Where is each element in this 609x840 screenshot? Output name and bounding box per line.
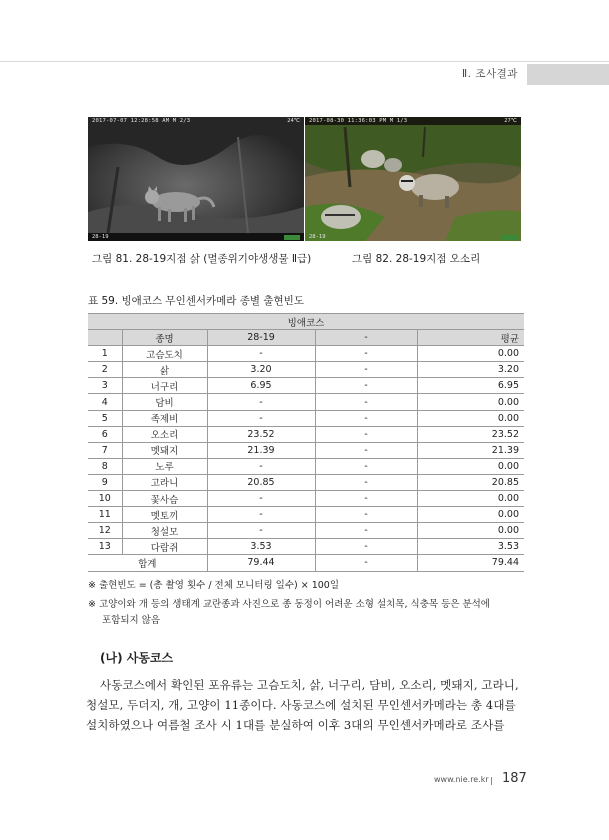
value-average: 0.00 bbox=[417, 346, 524, 362]
row-number: 12 bbox=[88, 523, 122, 539]
row-number: 4 bbox=[88, 394, 122, 410]
photo-site-id: 28-19 bbox=[309, 234, 326, 240]
value-site-2: - bbox=[315, 410, 417, 426]
section-label: Ⅱ. 조사결과 bbox=[462, 68, 518, 80]
total-site-2: - bbox=[315, 555, 417, 571]
species-name: 담비 bbox=[122, 394, 207, 410]
value-average: 20.85 bbox=[417, 474, 524, 490]
value-average: 0.00 bbox=[417, 394, 524, 410]
table-total-row bbox=[88, 555, 524, 571]
species-name: 고라니 bbox=[122, 474, 207, 490]
value-site-28-19: - bbox=[207, 410, 315, 426]
table-row bbox=[88, 458, 524, 474]
row-number: 1 bbox=[88, 346, 122, 362]
note-exclusions: ※ 고양이와 개 등의 생태계 교란종과 사진으로 종 동정이 어려운 소형 설치목, 식충목 등은 분석에 bbox=[88, 599, 490, 610]
value-site-28-19: 3.20 bbox=[207, 362, 315, 378]
total-site-28-19: 79.44 bbox=[207, 555, 315, 571]
value-site-28-19: 20.85 bbox=[207, 474, 315, 490]
value-site-2: - bbox=[315, 362, 417, 378]
value-site-2: - bbox=[315, 394, 417, 410]
species-name: 멧돼지 bbox=[122, 442, 207, 458]
value-site-28-19: 21.39 bbox=[207, 442, 315, 458]
species-name: 멧토끼 bbox=[122, 507, 207, 523]
note-frequency-formula: ※ 출현빈도 = (총 촬영 횟수 / 전체 모니터링 일수) × 100일 bbox=[88, 580, 340, 591]
table-row bbox=[88, 474, 524, 490]
value-site-28-19: 23.52 bbox=[207, 426, 315, 442]
column-header-species: 종명 bbox=[122, 330, 207, 346]
table-row bbox=[88, 442, 524, 458]
value-average: 0.00 bbox=[417, 410, 524, 426]
value-average: 0.00 bbox=[417, 458, 524, 474]
value-average: 3.20 bbox=[417, 362, 524, 378]
row-number: 13 bbox=[88, 539, 122, 555]
value-average: 6.95 bbox=[417, 378, 524, 394]
column-header-site-28-19: 28-19 bbox=[207, 330, 315, 346]
species-name: 족제비 bbox=[122, 410, 207, 426]
body-paragraph-line: 설치하였으나 여름철 조사 시 1대를 분실하여 이후 3대의 무인센서카메라로 조사를 bbox=[86, 718, 505, 732]
species-name: 삵 bbox=[122, 362, 207, 378]
section-heading: (나) 사동코스 bbox=[100, 651, 174, 665]
body-paragraph-line: 청설모, 두더지, 개, 고양이 11종이다. 사동코스에 설치된 무인센서카메라는 총 4대를 bbox=[86, 698, 516, 712]
table-body bbox=[88, 346, 524, 571]
photo-site-id: 28-19 bbox=[92, 234, 109, 240]
table-header-row bbox=[88, 314, 524, 330]
species-name: 오소리 bbox=[122, 426, 207, 442]
figure-81-caption: 그림 81. 28-19지점 삵 (멸종위기야생생물 Ⅱ급) bbox=[92, 253, 312, 265]
column-header-site-2: - bbox=[315, 330, 417, 346]
row-number: 9 bbox=[88, 474, 122, 490]
value-site-2: - bbox=[315, 426, 417, 442]
body-paragraph-line: 사동코스에서 확인된 포유류는 고슴도치, 삵, 너구리, 담비, 오소리, 멧돼지, 고라니, bbox=[100, 678, 519, 692]
photo-timestamp: 2017-08-30 11:36:03 PM M 1/3 bbox=[309, 118, 408, 124]
value-site-28-19: - bbox=[207, 346, 315, 362]
species-name: 노루 bbox=[122, 458, 207, 474]
value-average: 0.00 bbox=[417, 507, 524, 523]
group-header: 빙애코스 bbox=[88, 314, 524, 330]
table-row bbox=[88, 426, 524, 442]
footer-separator bbox=[491, 777, 492, 785]
frequency-table bbox=[88, 313, 524, 572]
row-number: 3 bbox=[88, 378, 122, 394]
value-site-28-19: - bbox=[207, 491, 315, 507]
figure-82-caption: 그림 82. 28-19지점 오소리 bbox=[352, 253, 481, 265]
table-row bbox=[88, 523, 524, 539]
table-row bbox=[88, 539, 524, 555]
total-label: 합계 bbox=[88, 555, 207, 571]
value-average: 3.53 bbox=[417, 539, 524, 555]
page-number: 187 bbox=[502, 771, 527, 786]
header-rule bbox=[0, 61, 609, 62]
column-header-no bbox=[88, 330, 122, 346]
table-row bbox=[88, 378, 524, 394]
species-name: 청설모 bbox=[122, 523, 207, 539]
photo-badger bbox=[305, 117, 521, 241]
value-site-28-19: - bbox=[207, 394, 315, 410]
photo-temperature: 24℃ bbox=[287, 118, 300, 124]
table-title: 표 59. 빙애코스 무인센서카메라 종별 출현빈도 bbox=[88, 295, 304, 307]
photo-leopard-cat bbox=[88, 117, 304, 241]
value-site-2: - bbox=[315, 507, 417, 523]
table-row bbox=[88, 394, 524, 410]
photo-timestamp: 2017-07-07 12:28:58 AM M 2/3 bbox=[92, 118, 191, 124]
species-name: 고슴도치 bbox=[122, 346, 207, 362]
value-site-2: - bbox=[315, 474, 417, 490]
value-site-28-19: 3.53 bbox=[207, 539, 315, 555]
row-number: 5 bbox=[88, 410, 122, 426]
table-column-row bbox=[88, 330, 524, 346]
value-site-2: - bbox=[315, 523, 417, 539]
value-site-2: - bbox=[315, 442, 417, 458]
value-site-2: - bbox=[315, 346, 417, 362]
species-name: 너구리 bbox=[122, 378, 207, 394]
value-site-28-19: - bbox=[207, 458, 315, 474]
section-tab bbox=[527, 64, 609, 85]
row-number: 2 bbox=[88, 362, 122, 378]
row-number: 7 bbox=[88, 442, 122, 458]
photo-temperature: 27℃ bbox=[504, 118, 517, 124]
photo-leopard-cat-image bbox=[88, 117, 304, 241]
value-site-2: - bbox=[315, 539, 417, 555]
row-number: 8 bbox=[88, 458, 122, 474]
species-name: 다람쥐 bbox=[122, 539, 207, 555]
note-exclusions-continued: 포함되지 않음 bbox=[102, 615, 161, 626]
value-site-2: - bbox=[315, 378, 417, 394]
row-number: 11 bbox=[88, 507, 122, 523]
row-number: 10 bbox=[88, 491, 122, 507]
value-average: 23.52 bbox=[417, 426, 524, 442]
value-site-2: - bbox=[315, 458, 417, 474]
value-average: 0.00 bbox=[417, 523, 524, 539]
table-row bbox=[88, 507, 524, 523]
value-site-28-19: - bbox=[207, 507, 315, 523]
value-site-28-19: 6.95 bbox=[207, 378, 315, 394]
photo-badger-image bbox=[305, 117, 521, 241]
value-site-28-19: - bbox=[207, 523, 315, 539]
table-row bbox=[88, 346, 524, 362]
total-average: 79.44 bbox=[417, 555, 524, 571]
table-row bbox=[88, 491, 524, 507]
value-average: 21.39 bbox=[417, 442, 524, 458]
species-name: 꽃사슴 bbox=[122, 491, 207, 507]
value-average: 0.00 bbox=[417, 491, 524, 507]
row-number: 6 bbox=[88, 426, 122, 442]
value-site-2: - bbox=[315, 491, 417, 507]
footer-url: www.nie.re.kr bbox=[434, 775, 489, 784]
table-row bbox=[88, 410, 524, 426]
table-row bbox=[88, 362, 524, 378]
column-header-average: 평균 bbox=[417, 330, 524, 346]
